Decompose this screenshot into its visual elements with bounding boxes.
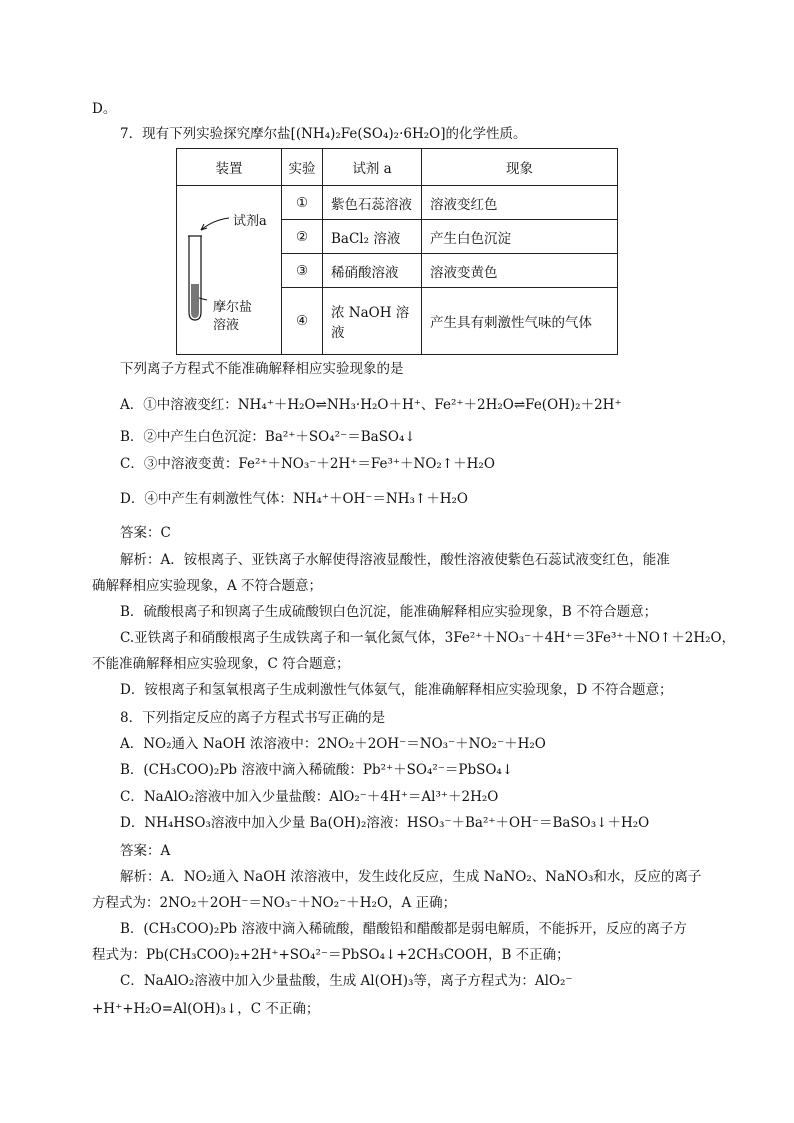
row1-phenomenon: 溶液变红色	[422, 186, 618, 220]
q7-analysis-line: B．硫酸根离子和钡离子生成硫酸钡白色沉淀，能准确解释相应实验现象，B 不符合题意；	[120, 604, 658, 620]
row2-reagent: BaCl₂ 溶液	[323, 220, 422, 254]
q7-question: 下列离子方程式不能准确解释相应实验现象的是	[120, 361, 404, 377]
row3-phenomenon: 溶液变黄色	[422, 254, 618, 288]
q7-option-d: D．④中产生有刺激性气体：NH₄⁺＋OH⁻＝NH₃↑＋H₂O	[120, 491, 468, 507]
reagent-a-label: 试剂a	[233, 214, 267, 229]
header-reagent: 试剂 a	[323, 149, 422, 186]
q8-analysis-line: 程式为：Pb(CH₃COO)₂+2H⁺+SO₄²⁻＝PbSO₄↓+2CH₃COOH，B 不正确；	[92, 947, 570, 963]
header-experiment: 实验	[282, 149, 323, 186]
row4-no: ④	[282, 288, 323, 355]
q7-analysis-line: C.亚铁离子和硝酸根离子生成铁离子和一氧化氮气体，3Fe²⁺＋NO₃⁻＋4H⁺＝3Fe³⁺＋NO↑＋2H₂O，	[120, 630, 736, 646]
header-phenomenon: 现象	[422, 149, 618, 186]
row4-phenomenon: 产生具有刺激性气味的气体	[422, 288, 618, 355]
solution-label-line2: 溶液	[213, 318, 240, 333]
q8-analysis-line: 方程式为：2NO₂＋2OH⁻＝NO₃⁻＋NO₂⁻＋H₂O，A 正确；	[92, 895, 457, 911]
q8-option-a: A．NO₂通入 NaOH 浓溶液中：2NO₂＋2OH⁻＝NO₃⁻＋NO₂⁻＋H₂O	[120, 736, 546, 752]
q8-option-b: B．(CH₃COO)₂Pb 溶液中滴入稀硫酸：Pb²⁺＋SO₄²⁻＝PbSO₄↓	[120, 762, 514, 778]
q8-analysis-line: C．NaAlO₂溶液中加入少量盐酸，生成 Al(OH)₃等，离子方程式为：AlO₂⁻	[120, 973, 573, 989]
solution-label-line1: 摩尔盐	[213, 300, 253, 315]
row2-phenomenon: 产生白色沉淀	[422, 220, 618, 254]
q8-analysis-line: +H⁺+H₂O=Al(OH)₃↓，C 不正确；	[92, 1001, 320, 1017]
top-line: D。	[92, 101, 117, 117]
header-device: 装置	[177, 149, 282, 186]
q8-stem: 8．下列指定反应的离子方程式书写正确的是	[120, 710, 386, 726]
table-row	[177, 186, 618, 220]
q7-analysis-line: 确解释相应实验现象，A 不符合题意；	[92, 578, 323, 594]
q7-analysis-line: 解析：A．铵根离子、亚铁离子水解使得溶液显酸性，酸性溶液使紫色石蕊试液变红色，能准	[120, 552, 670, 568]
device-cell	[177, 186, 282, 355]
q7-analysis-line: D．铵根离子和氢氧根离子生成刺激性气体氨气，能准确解释相应实验现象，D 不符合题意；	[120, 682, 673, 698]
q7-answer: 答案：C	[120, 525, 171, 541]
table-header-row	[177, 149, 618, 186]
row1-reagent: 紫色石蕊溶液	[323, 186, 422, 220]
q7-stem: 7．现有下列实验探究摩尔盐[(NH₄)₂Fe(SO₄)₂·6H₂O]的化学性质。	[120, 126, 527, 142]
q8-option-c: C．NaAlO₂溶液中加入少量盐酸：AlO₂⁻＋4H⁺＝Al³⁺＋2H₂O	[120, 789, 499, 805]
row2-no: ②	[282, 220, 323, 254]
row3-reagent: 稀硝酸溶液	[323, 254, 422, 288]
q8-analysis-line: B．(CH₃COO)₂Pb 溶液中滴入稀硫酸，醋酸铅和醋酸都是弱电解质，不能拆开，反应的离子方	[120, 921, 687, 937]
row3-no: ③	[282, 254, 323, 288]
row4-reagent: 浓 NaOH 溶液	[323, 288, 422, 355]
q7-option-a: A．①中溶液变红：NH₄⁺＋H₂O⇌NH₃·H₂O＋H⁺、Fe²⁺＋2H₂O⇌Fe(OH)₂＋2H⁺	[120, 397, 622, 413]
experiment-table	[176, 148, 618, 355]
q8-analysis-line: 解析：A．NO₂通入 NaOH 浓溶液中，发生歧化反应，生成 NaNO₂、NaNO₃和水，反应的离子	[120, 869, 702, 885]
test-tube-device	[177, 186, 281, 354]
q7-analysis-line: 不能准确解释相应实验现象，C 符合题意；	[92, 656, 350, 672]
row1-no: ①	[282, 186, 323, 220]
q8-answer: 答案：A	[120, 843, 171, 859]
q8-option-d: D．NH₄HSO₃溶液中加入少量 Ba(OH)₂溶液：HSO₃⁻＋Ba²⁺＋OH⁻＝BaSO₃↓＋H₂O	[120, 815, 650, 831]
q7-option-b: B．②中产生白色沉淀：Ba²⁺＋SO₄²⁻＝BaSO₄↓	[120, 429, 416, 445]
q7-option-c: C．③中溶液变黄：Fe²⁺＋NO₃⁻＋2H⁺＝Fe³⁺＋NO₂↑＋H₂O	[120, 456, 495, 472]
